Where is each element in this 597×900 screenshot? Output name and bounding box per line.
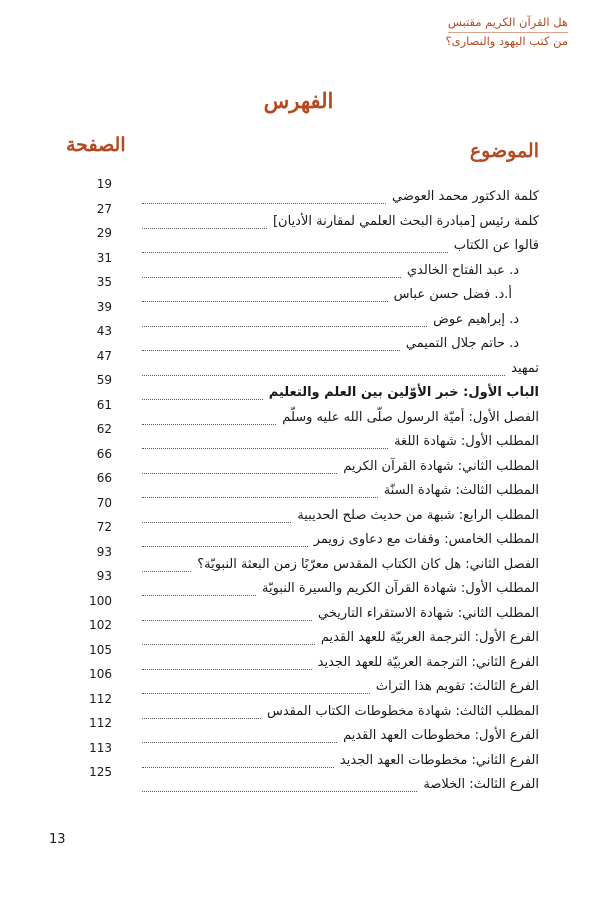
dot-leader <box>142 256 401 278</box>
topic-column-heading: الموضوع <box>469 140 539 162</box>
dot-leader <box>142 476 378 498</box>
toc-entry-label: الفرع الثالث: تقويم هذا التراث <box>375 679 539 694</box>
toc-entry-page: 93 <box>96 569 112 583</box>
toc-entry-label: الفرع الأول: مخطوطات العهد القديم <box>343 728 539 743</box>
dot-leader <box>142 672 370 694</box>
dot-leader <box>142 231 448 253</box>
dot-leader <box>142 182 386 204</box>
toc-entry-label: الفرع الثاني: مخطوطات العهد الجديد <box>339 752 539 768</box>
toc-entry-page: 112 <box>89 716 112 730</box>
toc-entry-page: 35 <box>96 275 112 289</box>
toc-entry-label: المطلب الثاني: شهادة القرآن الكريم <box>343 458 539 474</box>
dot-leader <box>142 378 263 400</box>
toc-entry-page: 70 <box>96 495 112 510</box>
toc-entry-label: المطلب الثالث: شهادة السنّة <box>383 483 539 498</box>
toc-entry-page: 105 <box>89 642 112 657</box>
toc-entry-page: 100 <box>89 593 112 608</box>
toc-entry-page: 61 <box>96 397 112 412</box>
toc-entry-label: المطلب الثالث: شهادة مخطوطات الكتاب المقدس <box>266 703 539 719</box>
toc-entry-page: 39 <box>96 299 112 314</box>
toc-entry-label: الفرع الأول: الترجمة العربيّة للعهد القديم <box>320 630 539 645</box>
running-header <box>445 14 568 50</box>
toc-entry-page: 66 <box>96 471 112 485</box>
dot-leader <box>142 746 334 768</box>
dot-leader <box>142 623 315 645</box>
toc-entry-label: الفرع الثاني: الترجمة العربيّة للعهد الجديد <box>317 654 539 670</box>
dot-leader <box>142 427 388 449</box>
toc-entry-page: 43 <box>96 324 112 338</box>
dot-leader <box>142 550 191 572</box>
toc-entry-page: 72 <box>96 520 112 534</box>
toc-entry-label: الفصل الثاني: هل كان الكتاب المقدس معرّبًا زمن البعثة النبويّة؟ <box>197 556 539 572</box>
running-header-line-2: من كتب اليهود والنصارى؟ <box>445 34 568 48</box>
toc-entry-page: 125 <box>89 765 112 779</box>
toc-entry-label: كلمة الدكتور محمد العوضي <box>391 189 539 204</box>
dot-leader <box>142 501 291 523</box>
toc-entry-label: المطلب الأول: شهادة القرآن الكريم والسيرة النبويّة <box>262 581 539 596</box>
dot-leader <box>142 329 400 351</box>
toc-entry-page: 19 <box>96 177 112 191</box>
toc-entry-label: المطلب الخامس: وقفات مع دعاوى زويمر <box>313 532 539 547</box>
toc-entry-label: الفرع الثالث: الخلاصة <box>423 777 539 792</box>
toc-entry-page: 106 <box>89 667 112 681</box>
toc-entry-page: 59 <box>96 373 112 387</box>
dot-leader <box>142 280 388 302</box>
toc-entry-label: تمهيد <box>511 360 539 376</box>
toc-entry-label: كلمة رئيس [مبادرة البحث العلمي لمقارنة الأديان] <box>272 213 539 229</box>
toc-entry-page: 29 <box>96 226 112 240</box>
dot-leader <box>142 697 261 719</box>
toc-entry-page: 47 <box>96 348 112 363</box>
toc-entry-page: 66 <box>96 446 112 461</box>
toc-entry-label: المطلب الثاني: شهادة الاستقراء التاريخي <box>318 605 539 621</box>
dot-leader <box>142 403 276 425</box>
toc-entry-page: 112 <box>89 691 112 706</box>
toc-entry-label: د. عبد الفتاح الخالدي <box>406 262 519 278</box>
toc-entry-label: المطلب الرابع: شبهة من حديث صلح الحديبية <box>297 507 539 523</box>
toc-entry-label: المطلب الأول: شهادة اللغة <box>394 434 539 449</box>
page-column-heading: الصفحة <box>66 134 126 156</box>
toc-entry-page: 27 <box>96 201 112 216</box>
toc-title: الفهرس <box>263 88 334 113</box>
toc-entry-label: الفصل الأول: أميّة الرسول صلّى الله عليه وسلّم <box>282 409 539 425</box>
dot-leader <box>142 721 337 743</box>
dot-leader <box>142 207 267 229</box>
page-number: 13 <box>49 832 66 847</box>
toc-entry[interactable] <box>0 765 597 796</box>
dot-leader <box>142 354 505 376</box>
toc-entry-page: 31 <box>96 250 112 265</box>
toc-entry-label: قالوا عن الكتاب <box>453 238 539 253</box>
toc-entry-label: د. حاتم جلال التميمي <box>405 336 519 351</box>
toc-entry-page: 93 <box>96 544 112 559</box>
dot-leader <box>142 305 427 327</box>
dot-leader <box>142 599 312 621</box>
toc-entry-page: 62 <box>96 422 112 436</box>
running-header-line-1: هل القرآن الكريم مقتبس <box>448 14 568 33</box>
toc-entry-label: الباب الأول: خبر الأوّلين بين العلم والتعليم <box>268 385 539 400</box>
dot-leader <box>142 770 417 792</box>
dot-leader <box>142 574 256 596</box>
toc-entry-label: أ.د. فضل حسن عباس <box>393 287 512 302</box>
toc-entry-page: 113 <box>89 740 112 755</box>
dot-leader <box>142 525 308 547</box>
toc-entry-label: د. إبراهيم عوض <box>433 311 519 327</box>
dot-leader <box>142 452 337 474</box>
toc-entry-page: 102 <box>89 618 112 632</box>
dot-leader <box>142 648 312 670</box>
